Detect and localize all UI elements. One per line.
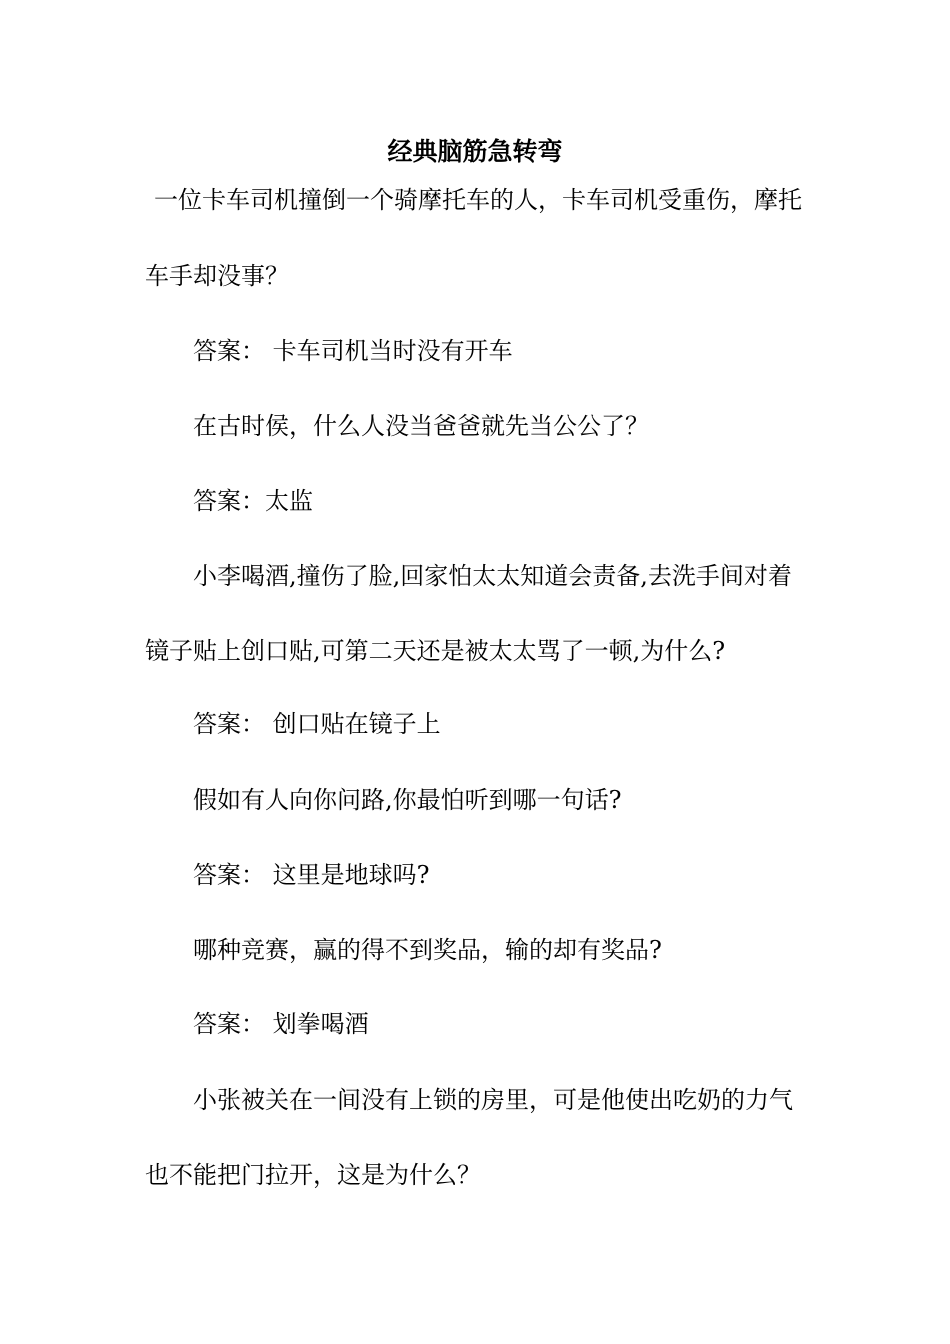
riddle-5: 哪种竞赛，赢的得不到奖品，输的却有奖品? <box>193 936 662 964</box>
riddle-4: 假如有人向你问路,你最怕听到哪一句话? <box>193 786 622 814</box>
answer-1: 答案： 卡车司机当时没有开车 <box>193 337 513 365</box>
riddle-2: 在古时侯，什么人没当爸爸就先当公公了？ <box>193 412 649 440</box>
riddle-6-line-1: 小张被关在一间没有上锁的房里，可是他使出吃奶的力气 <box>193 1086 793 1114</box>
answer-2: 答案：太监 <box>193 487 313 515</box>
riddle-1-line-1: 一位卡车司机撞倒一个骑摩托车的人，卡车司机受重伤，摩托 <box>154 186 802 214</box>
answer-5: 答案： 划拳喝酒 <box>193 1010 369 1038</box>
page-title: 经典脑筋急转弯 <box>387 137 563 166</box>
riddle-3-line-1: 小李喝酒,撞伤了脸,回家怕太太知道会责备,去洗手间对着 <box>193 562 792 590</box>
answer-3: 答案： 创口贴在镜子上 <box>193 710 441 738</box>
riddle-3-line-2: 镜子贴上创口贴,可第二天还是被太太骂了一顿,为什么? <box>145 637 726 665</box>
answer-4: 答案： 这里是地球吗? <box>193 861 430 889</box>
riddle-1-line-2: 车手却没事？ <box>145 262 289 290</box>
riddle-6-line-2: 也不能把门拉开，这是为什么？ <box>145 1161 481 1189</box>
